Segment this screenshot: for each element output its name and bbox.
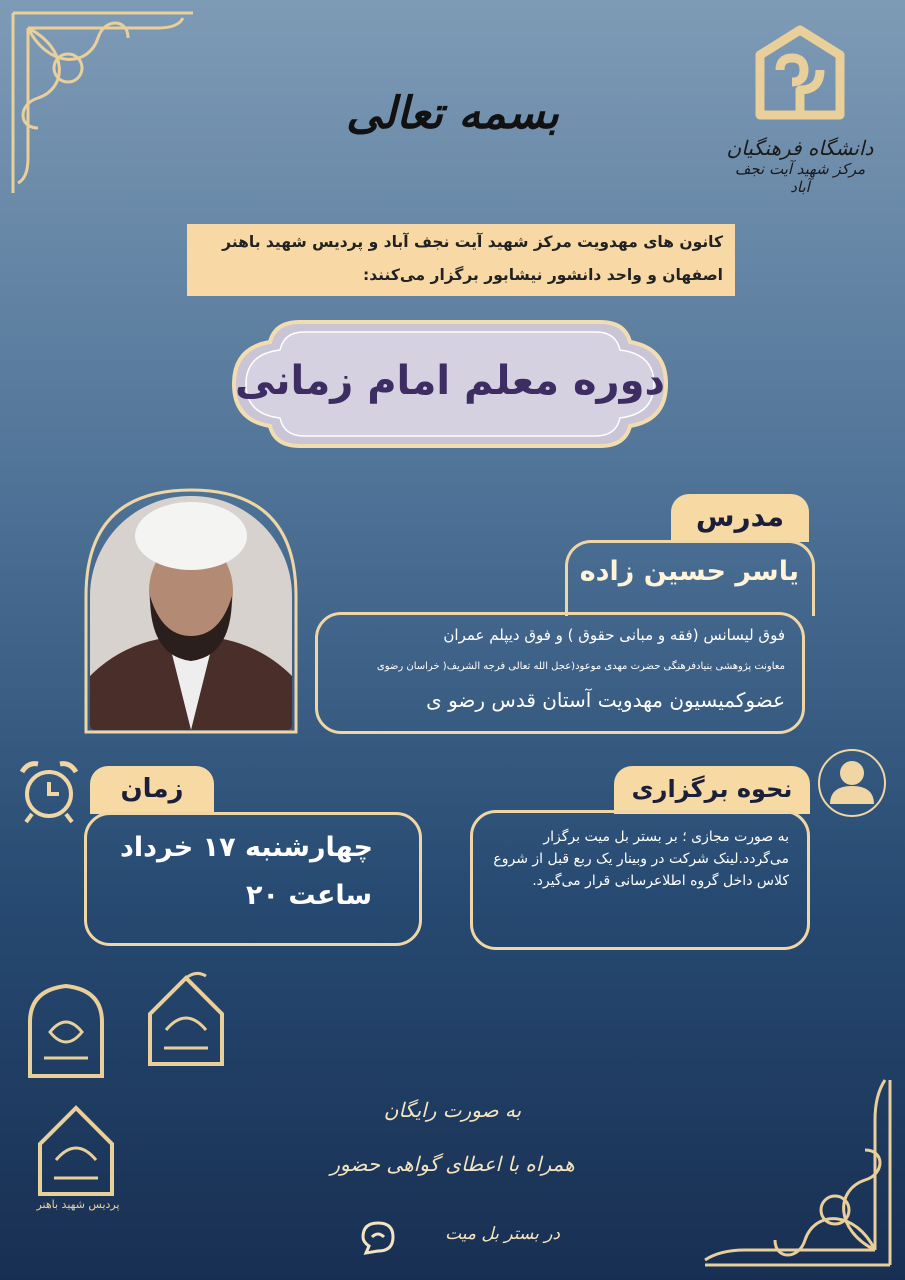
instructor-name: یاسر حسین زاده	[579, 556, 799, 587]
intro-banner	[187, 224, 735, 296]
instructor-degree: فوق لیسانس (فقه و مبانی حقوق ) و فوق دیپلم عمران	[443, 626, 785, 644]
instructor-membership: عضوکمیسیون مهدویت آستان قدس رضو ی	[426, 688, 785, 712]
instructor-photo	[90, 496, 292, 730]
intro-line-2: اصفهان و واحد دانشور نیشابور برگزار می‌کنند:	[363, 266, 723, 284]
certificate-text: همراه با اعطای گواهی حضور	[330, 1152, 575, 1176]
university-name: دانشگاه فرهنگیان	[726, 136, 874, 160]
bismillah-heading: بسمه تعالی	[346, 88, 559, 139]
mahdaviat-logo-neyshabur	[140, 970, 232, 1068]
format-tab: نحوه برگزاری	[614, 766, 810, 814]
mahdaviat-logo-ayat	[20, 982, 112, 1080]
instructor-tab: مدرس	[671, 494, 809, 542]
university-emblem-icon	[745, 20, 855, 130]
format-text: به صورت مجازی ؛ بر بستر بل میت برگزار می‌گردد.لینک شرکت در وبینار یک ربع قبل از شروع کلاس داخل گروه اطلاعرسانی قرار می‌گیرد.	[493, 829, 789, 889]
university-logo	[725, 20, 875, 220]
course-title-frame	[230, 318, 670, 450]
event-hour: ساعت ۲۰	[246, 880, 373, 911]
free-text: به صورت رایگان	[383, 1098, 522, 1122]
bahonar-caption: پردیس شهید باهنر	[36, 1198, 120, 1211]
instructor-role: معاونت پژوهشی بنیادفرهنگی حضرت مهدی موعود(عجل الله تعالی فرجه الشریف( خراسان رضوی	[376, 661, 785, 672]
chat-bubble-icon	[360, 1220, 396, 1256]
user-icon	[817, 748, 887, 818]
alarm-clock-icon	[14, 756, 84, 826]
course-title: دوره معلم امام زمانی	[235, 358, 665, 404]
platform-line	[360, 1218, 560, 1258]
time-tab: زمان	[90, 766, 214, 814]
event-date: چهارشنبه ۱۷ خرداد	[120, 832, 373, 863]
platform-text: در بستر بل میت	[445, 1224, 560, 1244]
university-campus: مرکز شهید آیت نجف آباد	[734, 160, 866, 196]
intro-line-1: کانون های مهدویت مرکز شهید آیت نجف آباد و پردیس شهید باهنر	[222, 233, 723, 251]
